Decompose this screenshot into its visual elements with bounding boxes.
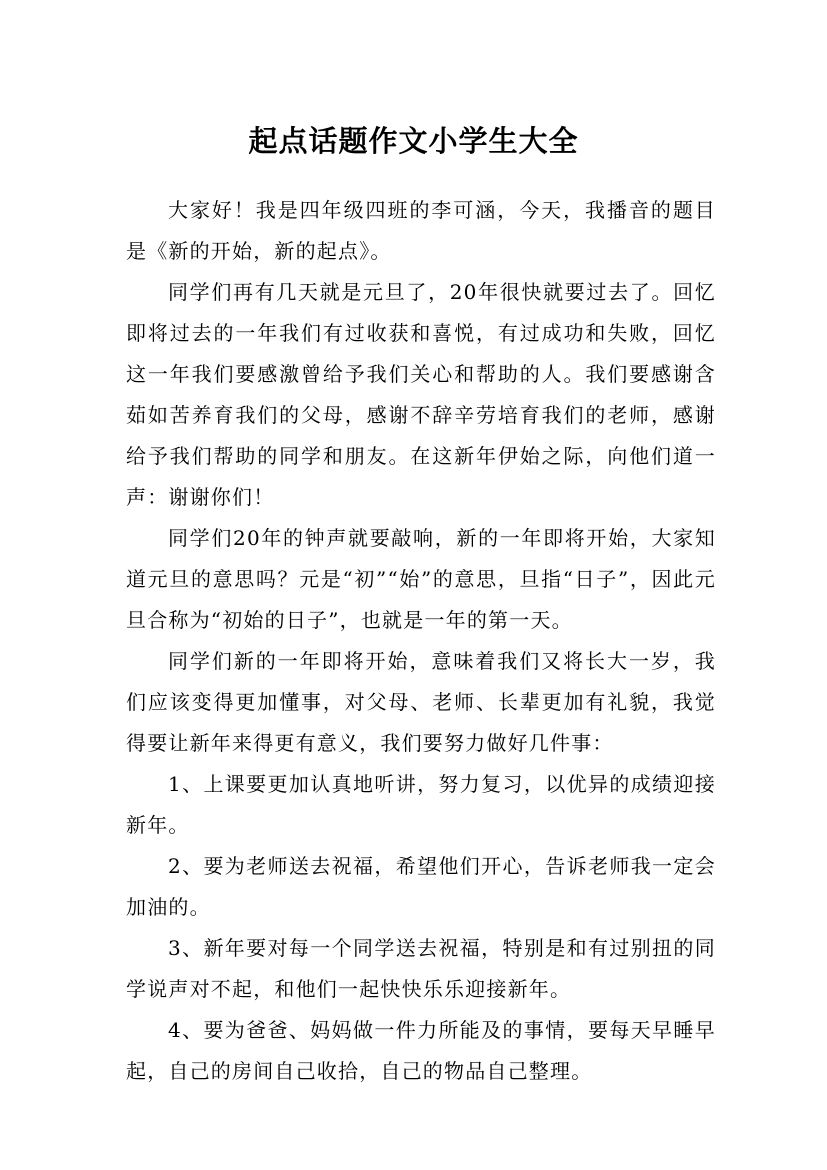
paragraph-thanks: 同学们再有几天就是元旦了，20年很快就要过去了。回忆即将过去的一年我们有过收获和喜悦，有过成功和失败，回忆这一年我们要感激曾给予我们关心和帮助的人。我们要感谢含茹如苦养育我们的父母，感谢不辞辛劳培育我们的老师，感谢给予我们帮助的同学和朋友。在这新年伊始之际，向他们道一声：谢谢你们！ — [126, 280, 716, 509]
paragraph-new-year-meaning: 同学们20年的钟声就要敲响，新的一年即将开始，大家知道元旦的意思吗？元是“初”“始”的意思，旦指“日子”，因此元旦合称为“初始的日子”，也就是一年的第一天。 — [126, 526, 716, 632]
paragraph-resolutions-intro: 同学们新的一年即将开始，意味着我们又将长大一岁，我们应该变得更加懂事，对父母、老师、长辈更加有礼貌，我觉得要让新年来得更有意义，我们要努力做好几件事： — [126, 649, 716, 755]
list-item-4: 4、要为爸爸、妈妈做一件力所能及的事情，要每天早睡早起，自己的房间自己收拾，自己的物品自己整理。 — [126, 1018, 716, 1083]
list-item-2: 2、要为老师送去祝福，希望他们开心，告诉老师我一定会加油的。 — [126, 854, 716, 919]
list-item-3: 3、新年要对每一个同学送去祝福，特别是和有过别扭的同学说声对不起，和他们一起快快乐乐迎接新年。 — [126, 936, 716, 1001]
list-item-1: 1、上课要更加认真地听讲，努力复习，以优异的成绩迎接新年。 — [126, 772, 716, 837]
paragraph-greeting: 大家好！我是四年级四班的李可涵，今天，我播音的题目是《新的开始，新的起点》。 — [126, 198, 716, 263]
document-title: 起点话题作文小学生大全 — [248, 124, 579, 159]
document-body — [126, 190, 716, 1092]
